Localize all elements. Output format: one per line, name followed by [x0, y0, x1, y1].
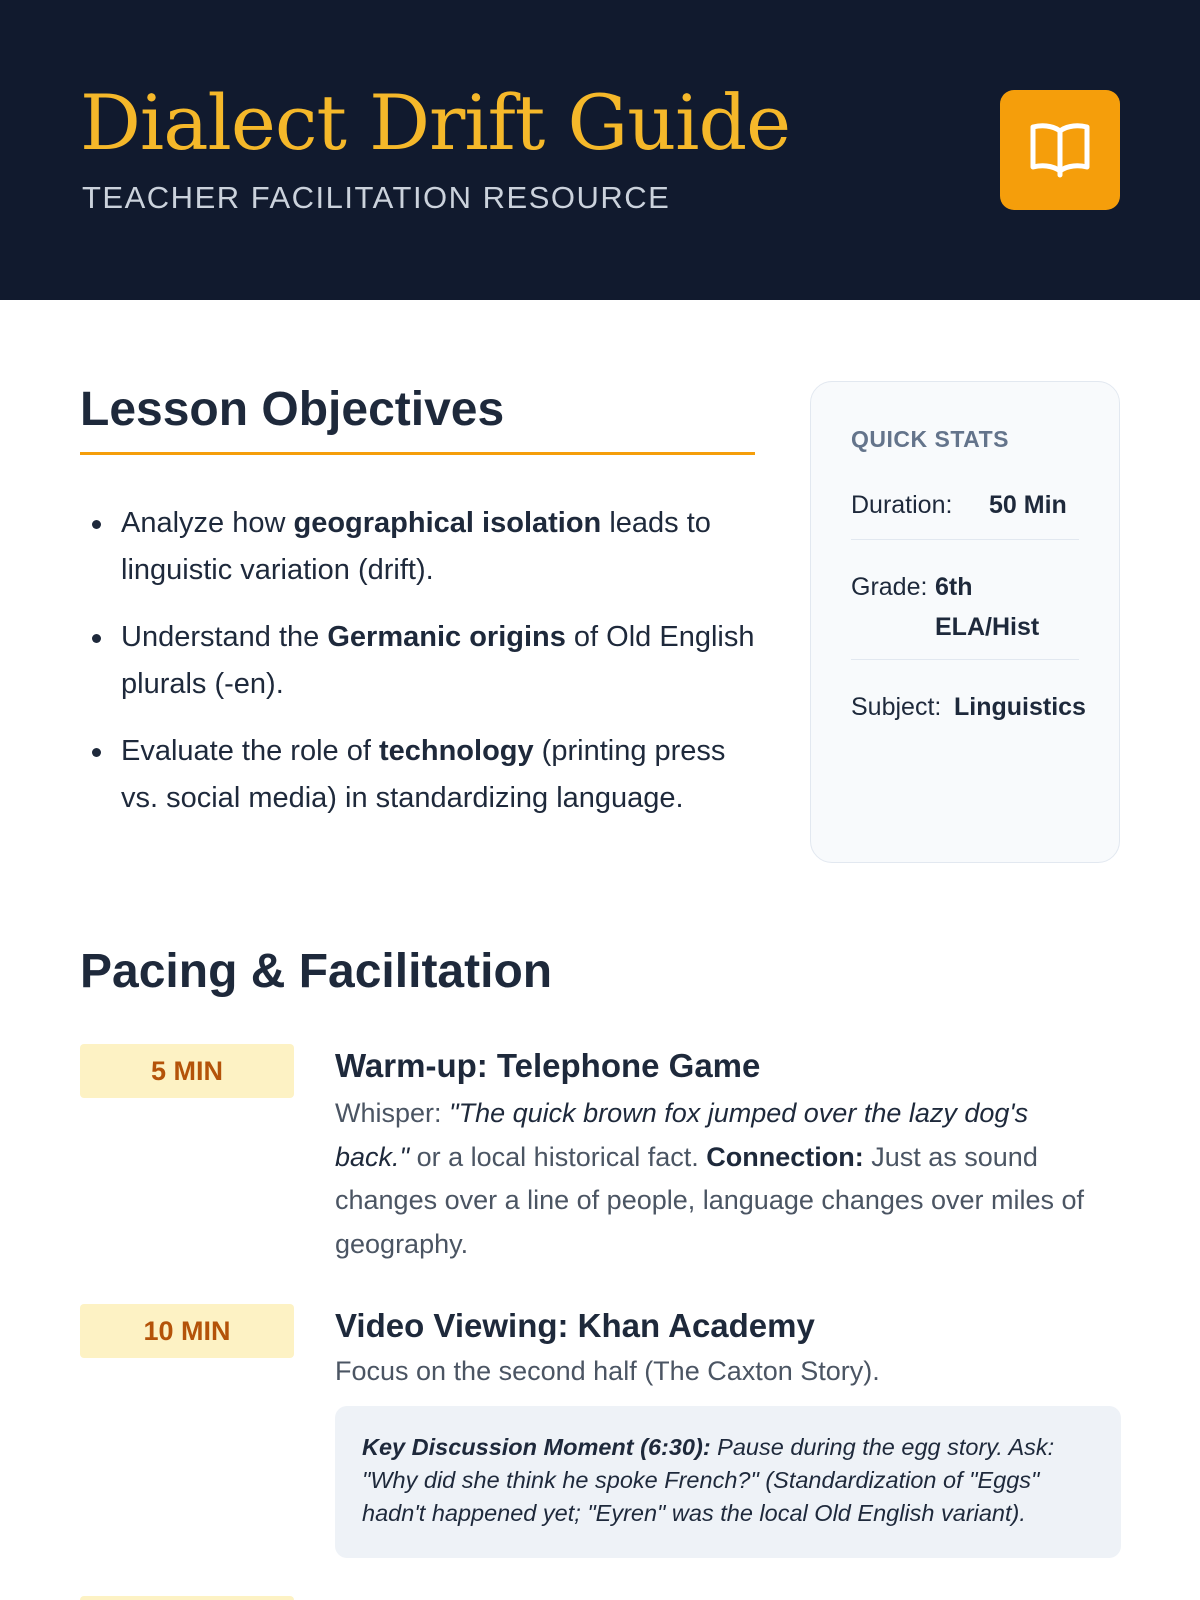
- page-header: [0, 0, 1200, 300]
- objectives-heading: Lesson Objectives: [80, 383, 505, 436]
- stat-row-subject: [851, 687, 1086, 737]
- stat-value: 6th ELA/Hist: [935, 573, 1040, 641]
- stat-row-grade: [851, 567, 1079, 660]
- open-book-icon: [1000, 90, 1120, 210]
- objective-item: [80, 614, 770, 708]
- pacing-heading: Pacing & Facilitation: [80, 945, 553, 998]
- activity-text: or a local historical fact.: [409, 1141, 707, 1172]
- activity-title: Video Viewing: Khan Academy: [335, 1307, 815, 1344]
- discussion-callout: [335, 1406, 1121, 1558]
- callout-text: Pause during the egg story. Ask: "Why did she think he spoke French?" (Standardization of "Eggs" hadn't happened yet; "Eyren" was the local Old English variant).: [362, 1434, 1055, 1526]
- page-subtitle: TEACHER FACILITATION RESOURCE: [82, 180, 671, 215]
- objectives-list: [80, 500, 770, 842]
- objective-text: leads to linguistic variation (drift).: [121, 507, 711, 586]
- objective-keyword: technology: [378, 735, 534, 767]
- time-badge: 5 MIN: [80, 1044, 294, 1098]
- page-title: Dialect Drift Guide: [80, 78, 791, 167]
- objective-text: (printing press vs. social media) in standardizing language.: [121, 735, 726, 814]
- activity-title: Warm-up: Telephone Game: [335, 1047, 761, 1084]
- objective-item: [80, 500, 770, 594]
- objective-text: of Old English plurals (-en).: [121, 621, 755, 700]
- quick-stats-heading: QUICK STATS: [851, 426, 1009, 452]
- time-badge-partial: [80, 1596, 294, 1600]
- activity-description: Focus on the second half (The Caxton Story).: [335, 1356, 880, 1386]
- objective-text: Analyze how: [121, 507, 294, 539]
- activity-text: Just as sound changes over a line of people, language changes over miles of geography.: [335, 1141, 1084, 1259]
- quick-stats-card: [810, 381, 1120, 863]
- objective-text: Understand the: [121, 621, 328, 653]
- stat-value: Linguistics: [954, 693, 1086, 721]
- objective-item: [80, 728, 770, 822]
- objective-text: Evaluate the role of: [121, 735, 379, 767]
- objective-keyword: Germanic origins: [327, 621, 566, 653]
- stat-label: Subject:: [851, 693, 942, 721]
- stat-value: 50 Min: [989, 491, 1067, 519]
- callout-label: Key Discussion Moment (6:30):: [362, 1434, 711, 1460]
- objectives-divider: [80, 452, 755, 455]
- stat-label: Duration:: [851, 491, 953, 519]
- stat-label: Grade:: [851, 573, 928, 601]
- activity-text: Whisper:: [335, 1098, 450, 1128]
- objective-keyword: geographical isolation: [293, 507, 602, 539]
- stat-row-duration: [851, 485, 1079, 540]
- activity-quote: "The quick brown fox jumped over the lazy dog's back.": [335, 1098, 1029, 1172]
- activity-keyword: Connection:: [706, 1141, 864, 1172]
- activity-description: [335, 1092, 1105, 1266]
- time-badge: 10 MIN: [80, 1304, 294, 1358]
